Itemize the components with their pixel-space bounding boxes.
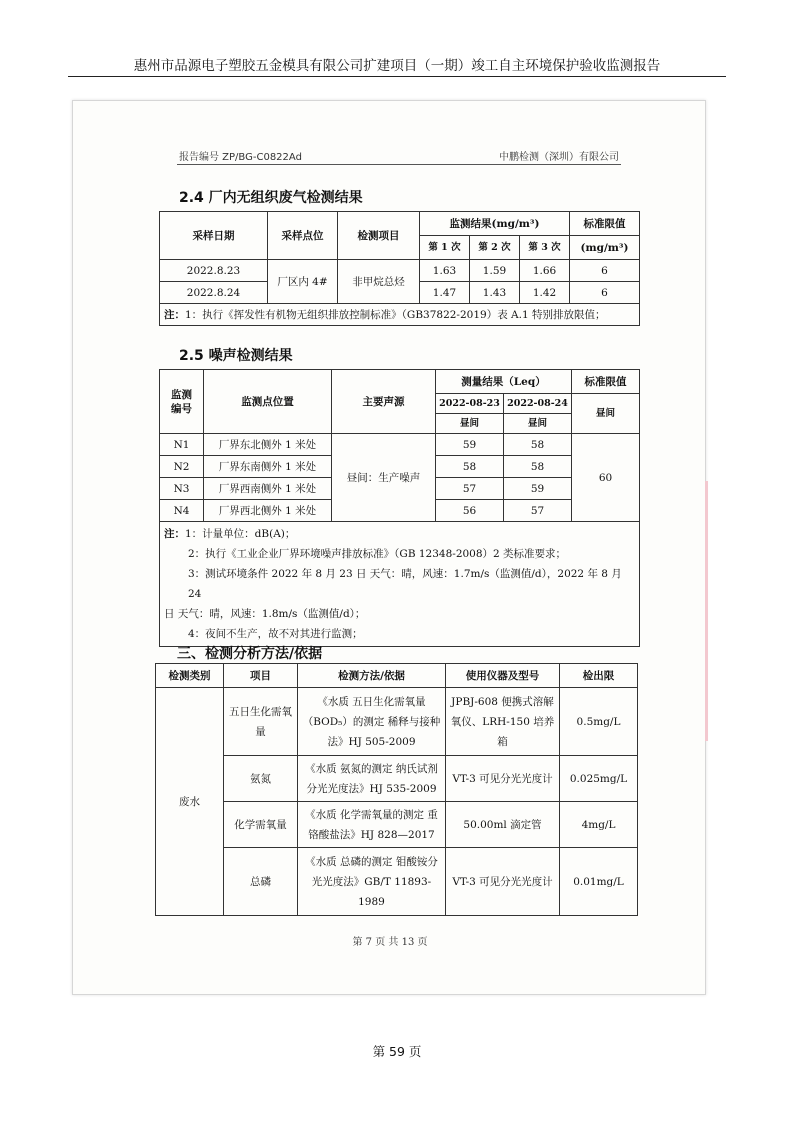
section-2-5-title: 2.5 噪声检测结果 <box>179 348 293 364</box>
method-limit: 0.01mg/L <box>560 848 638 916</box>
noise-note-line <box>164 524 637 544</box>
noise-h-day1: 昼间 <box>436 414 504 434</box>
noise-limit: 60 <box>572 434 640 522</box>
noise-value: 59 <box>504 478 572 500</box>
method-item: 化学需氧量 <box>224 802 298 848</box>
gas-note <box>160 304 640 326</box>
gas-value: 1.47 <box>420 282 470 304</box>
gas-point: 厂区内 4# <box>268 260 338 304</box>
section-3-title: 三、检测分析方法/依据 <box>177 646 323 662</box>
gas-note-label: 注： <box>164 308 185 321</box>
scanned-page <box>72 100 706 995</box>
noise-value: 57 <box>436 478 504 500</box>
noise-source: 昼间：生产噪声 <box>332 434 436 522</box>
gas-value: 1.66 <box>520 260 570 282</box>
gas-h-t1: 第 1 次 <box>420 236 470 260</box>
inner-page-footer: 第 7 页 共 13 页 <box>352 937 428 948</box>
method-basis: 《水质 氨氮的测定 纳氏试剂分光光度法》HJ 535-2009 <box>298 756 446 802</box>
method-limit: 0.025mg/L <box>560 756 638 802</box>
method-instrument: JPBJ-608 便携式溶解氧仪、LRH-150 培养箱 <box>446 688 560 756</box>
gas-date: 2022.8.24 <box>160 282 268 304</box>
gas-item: 非甲烷总烃 <box>338 260 420 304</box>
header-rule <box>68 76 726 77</box>
gas-date: 2022.8.23 <box>160 260 268 282</box>
report-number: 报告编号 ZP/BG-C0822Ad <box>179 152 302 163</box>
gas-h-t3: 第 3 次 <box>520 236 570 260</box>
method-basis: 《水质 化学需氧量的测定 重铬酸盐法》HJ 828—2017 <box>298 802 446 848</box>
noise-id: N4 <box>160 500 204 522</box>
gas-h-result: 监测结果(mg/m³) <box>420 212 570 236</box>
report-title: 惠州市品源电子塑胶五金模具有限公司扩建项目（一期）竣工自主环境保护验收监测报告 <box>133 58 661 74</box>
noise-pos: 厂界西北侧外 1 米处 <box>204 500 332 522</box>
method-h-cat: 检测类别 <box>156 664 224 688</box>
gas-h-point: 采样点位 <box>268 212 338 260</box>
noise-value: 58 <box>504 434 572 456</box>
noise-h-date1: 2022-08-23 <box>436 394 504 414</box>
method-h-item: 项目 <box>224 664 298 688</box>
noise-h-src: 主要声源 <box>332 370 436 434</box>
section-2-4-title: 2.4 厂内无组织废气检测结果 <box>179 190 363 206</box>
noise-pos: 厂界西南侧外 1 米处 <box>204 478 332 500</box>
method-table <box>155 663 638 916</box>
gas-h-date: 采样日期 <box>160 212 268 260</box>
noise-table <box>159 369 640 647</box>
noise-h-id <box>160 370 204 434</box>
method-basis: 《水质 总磷的测定 钼酸铵分光光度法》GB/T 11893-1989 <box>298 848 446 916</box>
method-h-method: 检测方法/依据 <box>298 664 446 688</box>
gas-value: 1.43 <box>470 282 520 304</box>
method-h-inst: 使用仪器及型号 <box>446 664 560 688</box>
noise-value: 58 <box>504 456 572 478</box>
noise-note-line: 3：测试环境条件 2022 年 8 月 23 日 天气：晴，风速：1.7m/s（监测值/d），2022 年 8 月 24 <box>188 568 622 600</box>
gas-limit: 6 <box>570 260 640 282</box>
method-item: 氨氮 <box>224 756 298 802</box>
gas-limit: 6 <box>570 282 640 304</box>
noise-h-id-1: 监测 <box>171 388 192 401</box>
gas-value: 1.59 <box>470 260 520 282</box>
gas-h-item: 检测项目 <box>338 212 420 260</box>
lab-company: 中鹏检测（深圳）有限公司 <box>499 152 619 163</box>
gas-value: 1.63 <box>420 260 470 282</box>
noise-note-line: 4：夜间不生产，故不对其进行监测； <box>188 628 363 640</box>
noise-note-label: 注： <box>164 528 185 540</box>
method-item: 总磷 <box>224 848 298 916</box>
gas-h-t2: 第 2 次 <box>470 236 520 260</box>
scan-edge-mark <box>705 481 708 741</box>
noise-h-limit: 标准限值 <box>572 370 640 394</box>
noise-value: 56 <box>436 500 504 522</box>
noise-note-line: 日 天气：晴，风速：1.8m/s（监测值/d）； <box>164 608 366 620</box>
noise-pos: 厂界东北侧外 1 米处 <box>204 434 332 456</box>
method-basis: 《水质 五日生化需氧量（BOD₅）的测定 稀释与接种法》HJ 505-2009 <box>298 688 446 756</box>
noise-h-id-2: 编号 <box>171 402 192 415</box>
noise-value: 59 <box>436 434 504 456</box>
noise-note-text: 1：计量单位：dB(A)； <box>185 528 296 540</box>
noise-id: N3 <box>160 478 204 500</box>
noise-h-date2: 2022-08-24 <box>504 394 572 414</box>
method-instrument: 50.00ml 滴定管 <box>446 802 560 848</box>
method-limit: 0.5mg/L <box>560 688 638 756</box>
gas-table <box>159 211 640 326</box>
method-item: 五日生化需氧量 <box>224 688 298 756</box>
noise-h-day2: 昼间 <box>504 414 572 434</box>
method-category: 废水 <box>156 688 224 916</box>
noise-h-pos: 监测点位置 <box>204 370 332 434</box>
noise-h-limit-day: 昼间 <box>572 394 640 434</box>
noise-note-line: 2：执行《工业企业厂界环境噪声排放标准》（GB 12348-2008）2 类标准要求； <box>188 548 567 560</box>
gas-h-limit-unit: (mg/m³) <box>570 236 640 260</box>
noise-id: N1 <box>160 434 204 456</box>
method-h-lim: 检出限 <box>560 664 638 688</box>
inner-header <box>179 148 619 164</box>
noise-notes <box>160 522 640 647</box>
gas-note-text: 1：执行《挥发性有机物无组织排放控制标准》（GB37822-2019）表 A.1 特别排放限值； <box>185 308 606 321</box>
method-instrument: VT-3 可见分光光度计 <box>446 848 560 916</box>
gas-value: 1.42 <box>520 282 570 304</box>
noise-value: 58 <box>436 456 504 478</box>
inner-header-rule <box>177 164 621 165</box>
noise-id: N2 <box>160 456 204 478</box>
method-limit: 4mg/L <box>560 802 638 848</box>
noise-h-result: 测量结果（Leq） <box>436 370 572 394</box>
gas-h-limit: 标准限值 <box>570 212 640 236</box>
page-number: 第 59 页 <box>372 1044 422 1059</box>
noise-value: 57 <box>504 500 572 522</box>
noise-pos: 厂界东南侧外 1 米处 <box>204 456 332 478</box>
method-instrument: VT-3 可见分光光度计 <box>446 756 560 802</box>
